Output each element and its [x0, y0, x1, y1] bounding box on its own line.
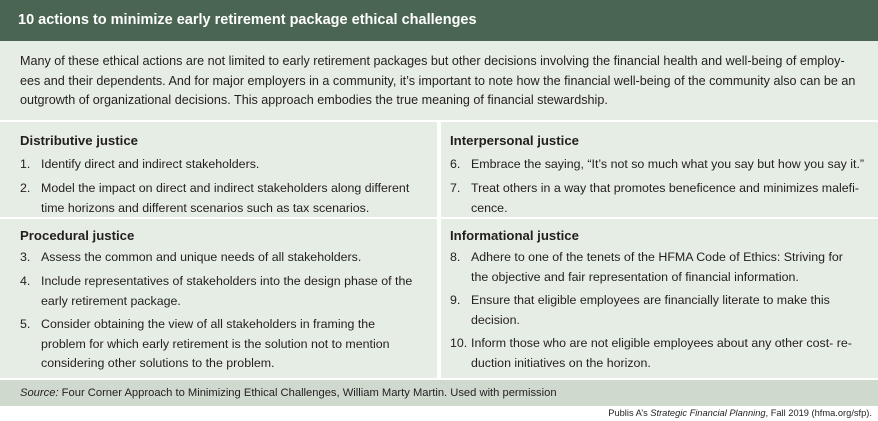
item-line: Embrace the saying, “It’s not so much what you say but how you say it.”	[471, 157, 865, 171]
item-line: Assess the common and unique needs of all stakeholders.	[41, 250, 362, 264]
item-number: 2.	[20, 181, 31, 195]
section-heading: Interpersonal justice	[450, 133, 579, 148]
source-note	[0, 380, 878, 406]
interpersonal-justice-panel	[441, 122, 878, 217]
item-line: Model the impact on direct and indirect stakeholders along different	[41, 181, 410, 195]
item-number: 6.	[450, 157, 461, 171]
section-heading: Informational justice	[450, 228, 579, 243]
intro-line: outgrowth of organizational decisions. This approach embodies the true meaning of financial stewardship.	[20, 93, 608, 107]
source-text: Four Corner Approach to Minimizing Ethical Challenges, William Marty Martin. Used with permission	[58, 387, 557, 399]
item-number: 1.	[20, 157, 31, 171]
informational-justice-panel	[441, 219, 878, 378]
credit-suffix: , Fall 2019 (hfma.org/sfp).	[765, 408, 872, 418]
item-number: 3.	[20, 250, 31, 264]
publication-credit	[608, 406, 872, 420]
section-heading: Procedural justice	[20, 228, 135, 243]
box-title: 10 actions to minimize early retirement package ethical challenges	[0, 0, 878, 41]
item-line: duction initiatives on the horizon.	[471, 355, 651, 370]
item-line: considering other solutions to the problem.	[41, 356, 275, 370]
item-line: Treat others in a way that promotes beneficence and minimizes malefi-	[471, 181, 859, 195]
procedural-justice-panel	[0, 219, 437, 378]
item-line: time horizons and different scenarios such as tax scenarios.	[41, 200, 370, 215]
section-heading: Distributive justice	[20, 133, 138, 148]
item-line: Consider obtaining the view of all stakeholders in framing the	[41, 317, 376, 331]
item-line: cence.	[471, 200, 508, 215]
item-number: 7.	[450, 181, 461, 195]
credit-publication: Strategic Financial Planning	[650, 408, 766, 418]
item-number: 5.	[20, 317, 31, 331]
item-line: decision.	[471, 312, 520, 327]
intro-panel	[0, 41, 878, 120]
item-line: the objective and fair representation of financial information.	[471, 269, 799, 284]
item-number: 9.	[450, 293, 461, 307]
distributive-justice-panel	[0, 122, 437, 217]
intro-line: Many of these ethical actions are not limited to early retirement packages but other decisions involving the financial health and well-being of employ-	[20, 54, 845, 68]
item-line: Identify direct and indirect stakeholders.	[41, 157, 260, 171]
item-line: Inform those who are not eligible employees about any other cost- re-	[471, 336, 852, 350]
item-line: Include representatives of stakeholders into the design phase of the	[41, 274, 413, 288]
item-line: early retirement package.	[41, 293, 181, 308]
credit-prefix: Publis A’s	[608, 408, 651, 418]
item-number: 4.	[20, 274, 31, 288]
item-number: 10.	[450, 336, 468, 350]
item-line: Ensure that eligible employees are financially literate to make this	[471, 293, 830, 307]
item-line: problem for which early retirement is the solution not to mention	[41, 336, 390, 351]
item-line: Adhere to one of the tenets of the HFMA Code of Ethics: Striving for	[471, 250, 843, 264]
item-number: 8.	[450, 250, 461, 264]
source-label: Source:	[20, 387, 59, 399]
intro-line: ees and their dependents. And for major employers in a community, it’s important to note how the financial well-being of the community also can be an	[20, 73, 856, 88]
